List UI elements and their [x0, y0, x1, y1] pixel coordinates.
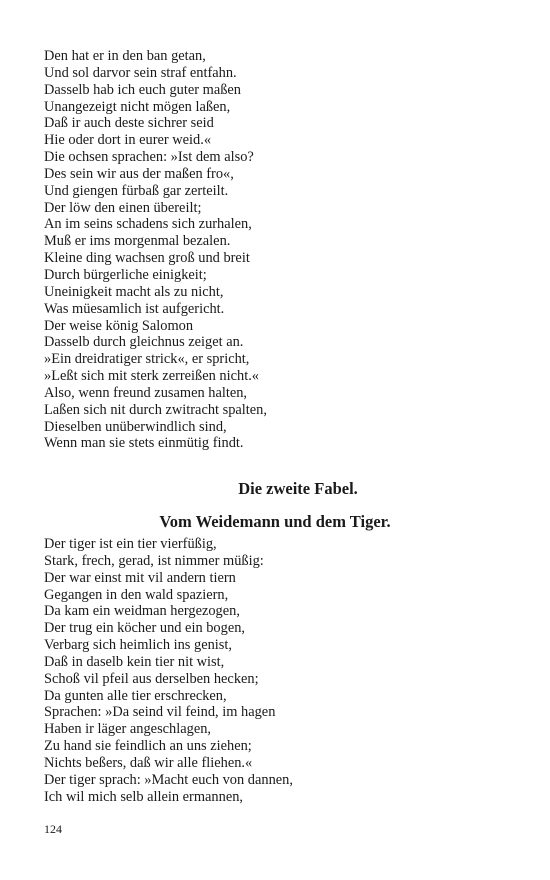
verse-line: Hie oder dort in eurer weid.«: [44, 132, 212, 149]
verse-line: Den hat er in den ban getan,: [44, 48, 206, 64]
verse-line: Gegangen in den wald spaziern,: [44, 586, 229, 603]
verse-line: Da gunten alle tier erschrecken,: [44, 687, 227, 704]
verse-line: Sprachen: »Da seind vil feind, im hagen: [44, 704, 276, 721]
fable-number-heading: Die zweite Fabel.: [238, 479, 358, 498]
verse-line: Ich wil mich selb allein ermannen,: [44, 788, 244, 805]
verse-line: Des sein wir aus der maßen fro«,: [44, 165, 234, 182]
verse-block-first: [44, 48, 514, 452]
verse-line: Die ochsen sprachen: »Ist dem also?: [44, 149, 254, 166]
verse-line: Verbarg sich heimlich ins genist,: [44, 637, 232, 654]
verse-line: Uneinigkeit macht als zu nicht,: [44, 283, 224, 300]
verse-line: Schoß vil pfeil aus derselben hecken;: [44, 670, 259, 687]
verse-line: Der tiger ist ein tier vierfüßig,: [44, 536, 217, 552]
verse-line: Der tiger sprach: »Macht euch von dannen,: [44, 771, 293, 788]
verse-line: Und giengen fürbaß gar zerteilt.: [44, 182, 229, 199]
page-number: 124: [44, 822, 62, 836]
verse-line: Da kam ein weidman hergezogen,: [44, 603, 240, 620]
verse-line: Dasselb hab ich euch guter maßen: [44, 81, 241, 98]
verse-line: Und sol darvor sein straf entfahn.: [44, 64, 237, 81]
verse-line: Laßen sich nit durch zwitracht spalten,: [44, 401, 267, 418]
verse-line: »Ein dreidratiger strick«, er spricht,: [44, 351, 250, 368]
verse-line: Was müesamlich ist aufgericht.: [44, 300, 225, 317]
verse-line: Der weise könig Salomon: [44, 317, 194, 334]
verse-line: Der trug ein köcher und ein bogen,: [44, 620, 246, 637]
verse-line: Zu hand sie feindlich an uns ziehen;: [44, 738, 252, 755]
verse-line: Nichts beßers, daß wir alle fliehen.«: [44, 754, 253, 771]
verse-line: »Leßt sich mit sterk zerreißen nicht.«: [44, 368, 259, 385]
verse-line: Daß ir auch deste sichrer seid: [44, 115, 214, 132]
verse-line: An im seins schadens sich zurhalen,: [44, 216, 252, 233]
verse-line: Dieselben unüberwindlich sind,: [44, 418, 227, 435]
verse-line: Stark, frech, gerad, ist nimmer müßig:: [44, 552, 264, 569]
verse-line: Durch bürgerliche einigkeit;: [44, 266, 207, 283]
verse-line: Daß in daselb kein tier nit wist,: [44, 653, 225, 670]
verse-line: Unangezeigt nicht mögen laßen,: [44, 98, 231, 115]
verse-line: Kleine ding wachsen groß und breit: [44, 250, 250, 267]
verse-line: Muß er ims morgenmal bezalen.: [44, 233, 231, 250]
verse-line: Der löw den einen übereilt;: [44, 199, 202, 216]
verse-line: Wenn man sie stets einmütig findt.: [44, 435, 244, 452]
verse-line: Also, wenn freund zusamen halten,: [44, 384, 248, 401]
verse-line: Der war einst mit vil andern tiern: [44, 569, 236, 586]
verse-line: Dasselb durch gleichnus zeiget an.: [44, 334, 244, 351]
fable-title-heading: Vom Weidemann und dem Tiger.: [159, 512, 391, 531]
verse-block-second: [44, 536, 514, 806]
verse-line: Haben ir läger angeschlagen,: [44, 721, 212, 738]
